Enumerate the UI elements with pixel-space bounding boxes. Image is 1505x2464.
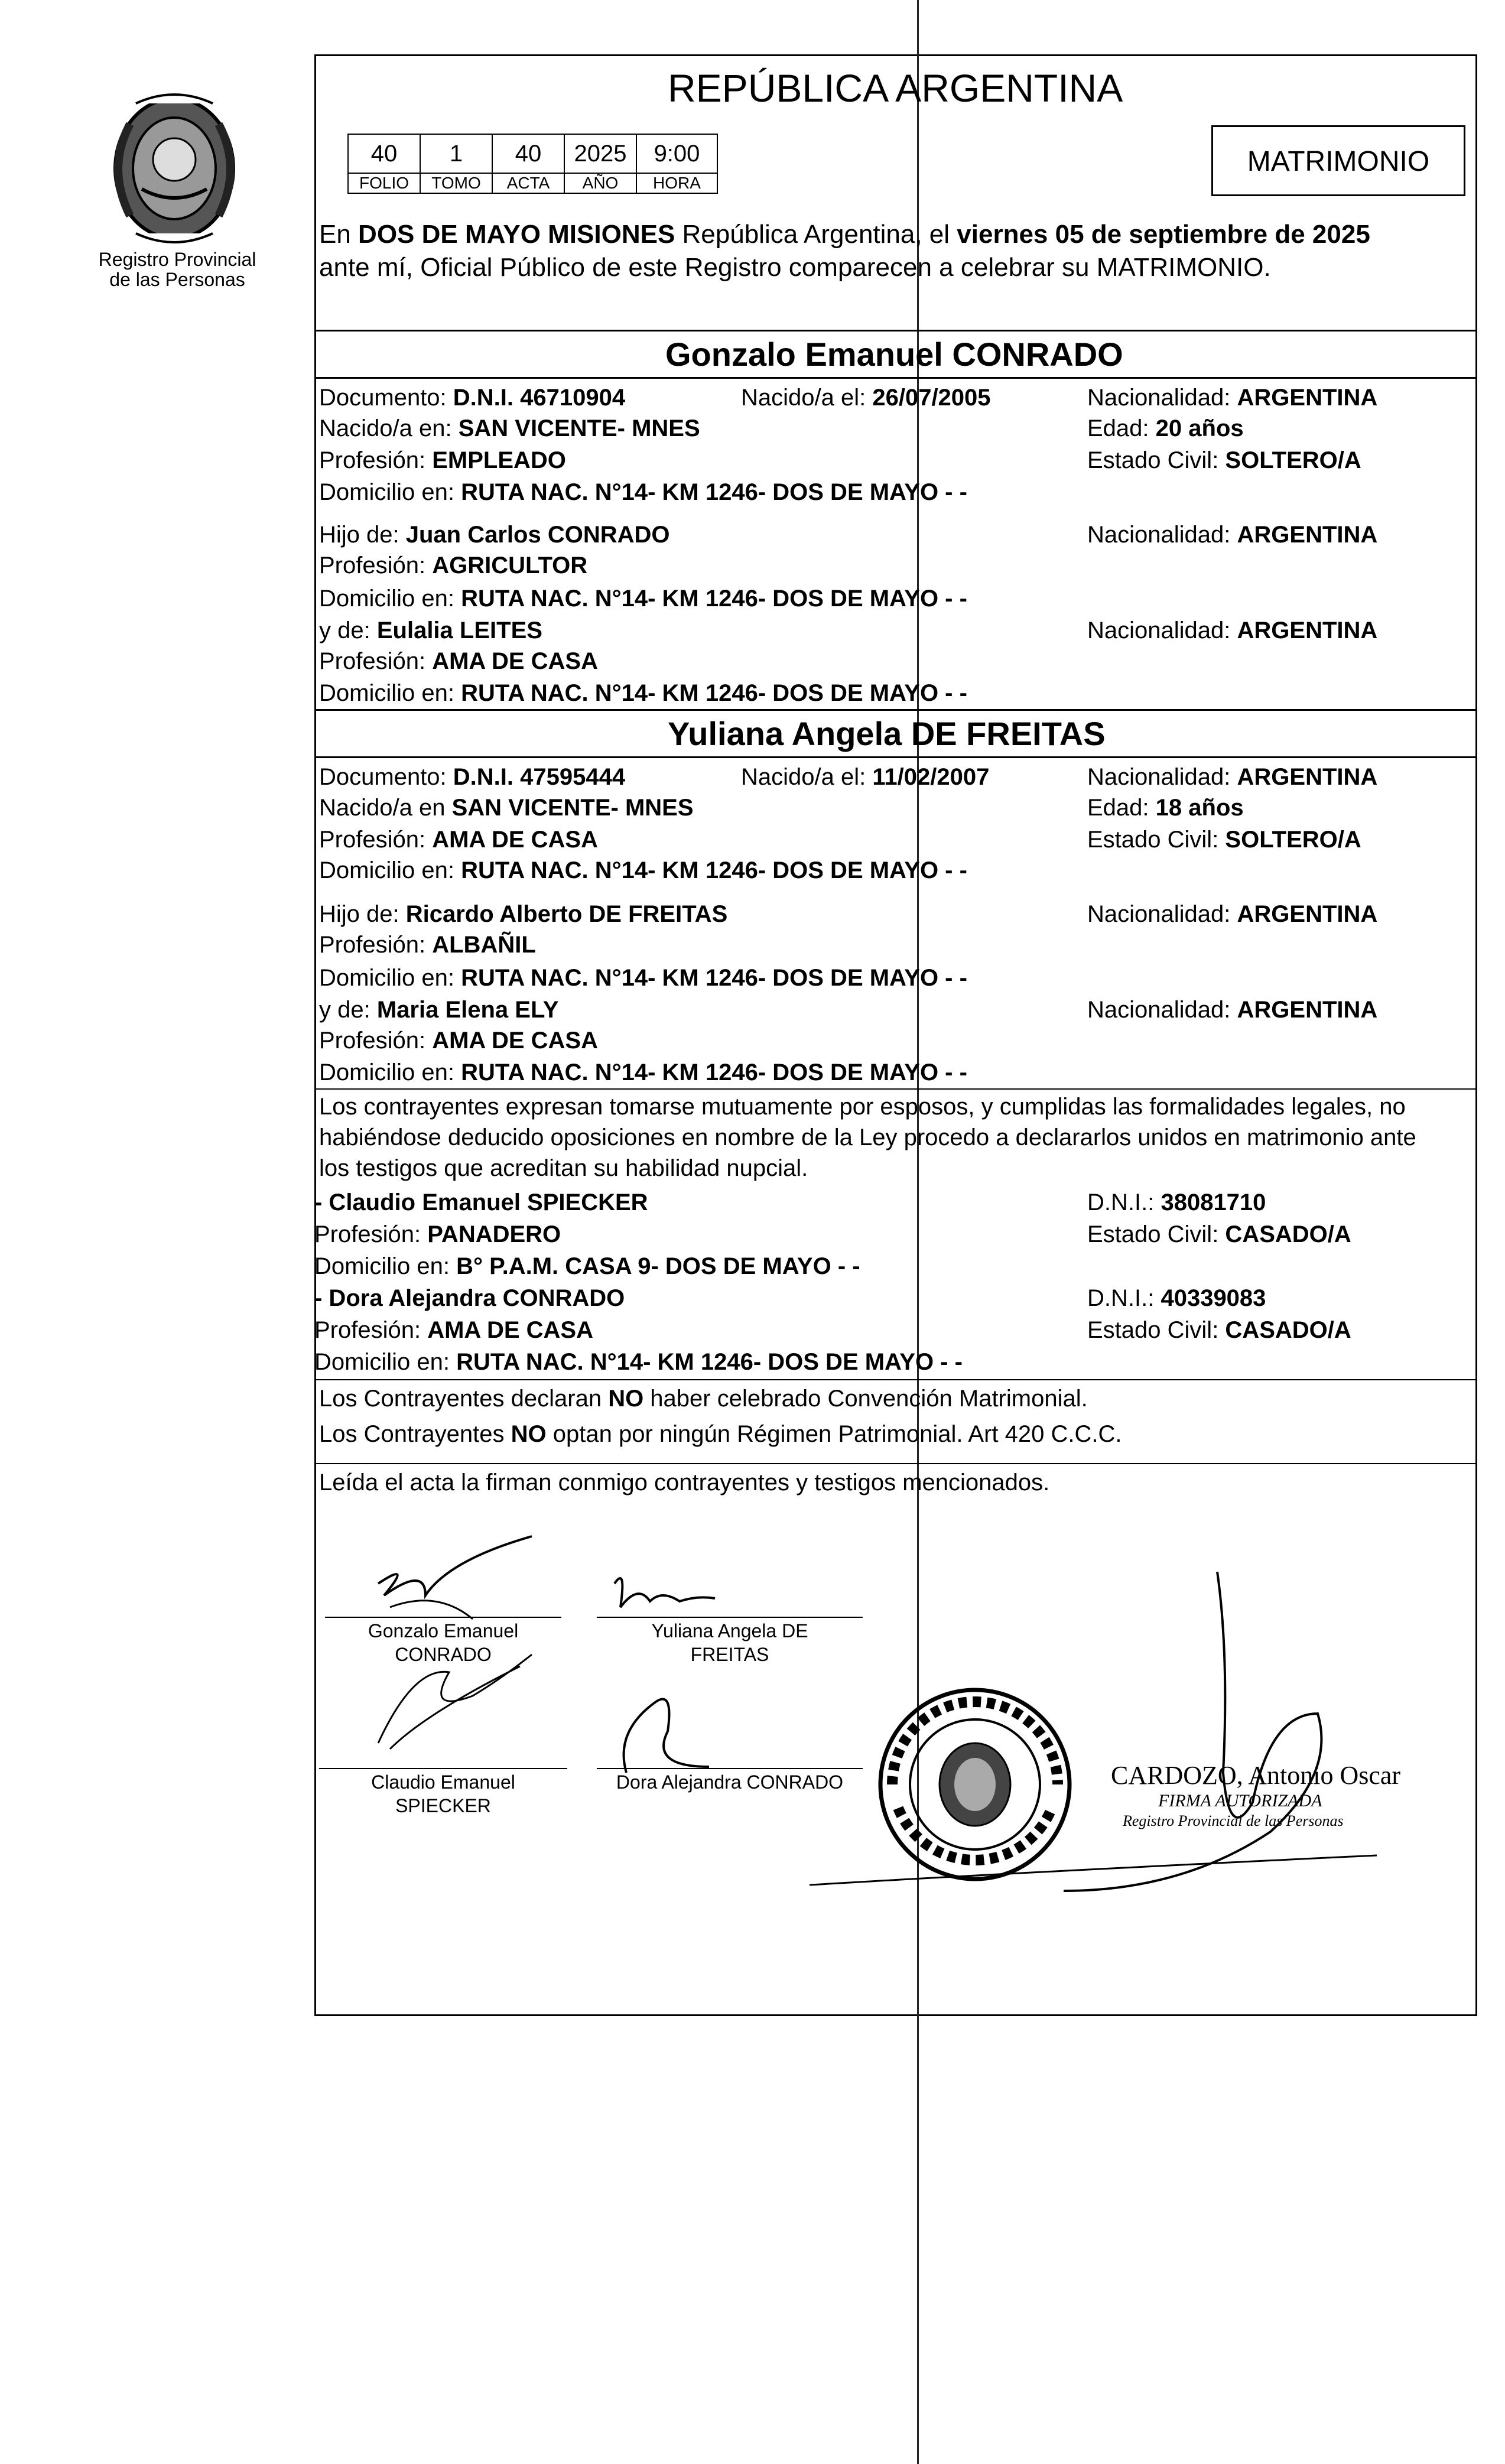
bride-father: Hijo de: Ricardo Alberto DE FREITAS	[319, 901, 728, 927]
witness1-civil: Estado Civil: CASADO/A	[1087, 1221, 1351, 1247]
bride-doc: Documento: D.N.I. 47595444	[319, 764, 626, 790]
witness2-civil: Estado Civil: CASADO/A	[1087, 1317, 1351, 1343]
declaration-line1: Los contrayentes expresan tomarse mutuamente por esposos, y cumplidas las formalidades legales, no	[319, 1094, 1406, 1120]
witness2-signature-line	[597, 1768, 863, 1769]
witness1-address: Domicilio en: B° P.A.M. CASA 9- DOS DE MAYO - -	[314, 1253, 860, 1279]
groom-mother: y de: Eulalia LEITES	[319, 617, 542, 643]
folio-value: 40	[348, 134, 420, 173]
bride-mother-nationality: Nacionalidad: ARGENTINA	[1087, 997, 1378, 1023]
bride-mother-profession: Profesión: AMA DE CASA	[319, 1028, 598, 1054]
groom-profession: Profesión: EMPLEADO	[319, 447, 566, 473]
registry-table	[347, 134, 718, 194]
declaration-line2: habiéndose deducido oposiciones en nombre de la Ley procedo a declararlos unidos en matrimonio ante	[319, 1124, 1416, 1150]
bride-birthplace: Nacido/a en SAN VICENTE- MNES	[319, 795, 694, 821]
groom-born: Nacido/a el: 26/07/2005	[741, 385, 991, 411]
official-registry: Registro Provincial de las Personas	[1123, 1812, 1344, 1829]
bride-profession: Profesión: AMA DE CASA	[319, 827, 598, 853]
bride-age: Edad: 18 años	[1087, 795, 1244, 821]
reading-statement: Leída el acta la firman conmigo contrayentes y testigos mencionados.	[319, 1470, 1050, 1496]
witness1-profession: Profesión: PANADERO	[314, 1221, 561, 1247]
bride-mother: y de: Maria Elena ELY	[319, 997, 559, 1023]
witness1-signature-caption: Claudio Emanuel SPIECKER	[371, 1771, 515, 1816]
divider	[314, 377, 1477, 379]
bride-nationality: Nacionalidad: ARGENTINA	[1087, 764, 1378, 790]
divider	[314, 330, 1477, 331]
witness1-name: - Claudio Emanuel SPIECKER	[314, 1189, 648, 1215]
witness2-name: - Dora Alejandra CONRADO	[314, 1285, 625, 1311]
divider	[314, 1379, 1477, 1380]
divider	[314, 709, 1477, 711]
hora-label: HORA	[636, 173, 717, 193]
witness1-dni: D.N.I.: 38081710	[1087, 1189, 1266, 1215]
logo-caption-line1: Registro Provincial	[98, 249, 256, 270]
intro-date: viernes 05 de septiembre de 2025	[957, 220, 1370, 249]
intro-line1: En DOS DE MAYO MISIONES República Argentina, el viernes 05 de septiembre de 2025	[319, 220, 1370, 249]
official-stamp	[1111, 1761, 1442, 1831]
groom-father-address: Domicilio en: RUTA NAC. N°14- KM 1246- DOS DE MAYO - -	[319, 586, 967, 612]
groom-mother-nationality: Nacionalidad: ARGENTINA	[1087, 617, 1378, 643]
witness2-dni: D.N.I.: 40339083	[1087, 1285, 1266, 1311]
regime-statement: Los Contrayentes NO optan por ningún Régimen Patrimonial. Art 420 C.C.C.	[319, 1421, 1122, 1447]
groom-signature-caption: Gonzalo Emanuel CONRADO	[368, 1620, 519, 1665]
acta-label: ACTA	[492, 173, 564, 193]
folio-label: FOLIO	[348, 173, 420, 193]
bride-signature-line	[597, 1617, 863, 1618]
acta-value: 40	[492, 134, 564, 173]
groom-address: Domicilio en: RUTA NAC. N°14- KM 1246- DOS DE MAYO - -	[319, 479, 967, 505]
groom-doc: Documento: D.N.I. 46710904	[319, 385, 626, 411]
groom-father: Hijo de: Juan Carlos CONRADO	[319, 522, 670, 548]
official-name: CARDOZO, Antonio Oscar	[1111, 1761, 1401, 1790]
bride-father-address: Domicilio en: RUTA NAC. N°14- KM 1246- DOS DE MAYO - -	[319, 965, 967, 991]
coat-of-arms-icon	[89, 89, 260, 248]
groom-mother-address: Domicilio en: RUTA NAC. N°14- KM 1246- DOS DE MAYO - -	[319, 680, 967, 706]
groom-father-profession: Profesión: AGRICULTOR	[319, 552, 588, 578]
witness1-signature-line	[319, 1768, 567, 1769]
convention-statement: Los Contrayentes declaran NO haber celebrado Convención Matrimonial.	[319, 1386, 1088, 1412]
intro-line2: ante mí, Oficial Público de este Registro comparecen a celebrar su MATRIMONIO.	[319, 253, 1271, 282]
registry-seal-icon	[875, 1684, 1075, 1885]
logo-caption-line2: de las Personas	[109, 269, 245, 290]
groom-name: Gonzalo Emanuel CONRADO	[665, 336, 1123, 373]
hora-value: 9:00	[636, 134, 717, 173]
groom-mother-profession: Profesión: AMA DE CASA	[319, 648, 598, 674]
witness2-profession: Profesión: AMA DE CASA	[314, 1317, 593, 1343]
witness2-address: Domicilio en: RUTA NAC. N°14- KM 1246- DOS DE MAYO - -	[314, 1349, 963, 1375]
intro-place: DOS DE MAYO MISIONES	[358, 220, 675, 249]
groom-birthplace: Nacido/a en: SAN VICENTE- MNES	[319, 415, 700, 441]
bride-born: Nacido/a el: 11/02/2007	[741, 764, 990, 790]
anio-label: AÑO	[564, 173, 636, 193]
bride-mother-address: Domicilio en: RUTA NAC. N°14- KM 1246- DOS DE MAYO - -	[319, 1059, 967, 1085]
divider	[314, 1088, 1477, 1090]
bride-name: Yuliana Angela DE FREITAS	[668, 715, 1106, 752]
groom-signature-line	[325, 1617, 561, 1618]
page-title: REPÚBLICA ARGENTINA	[668, 66, 1123, 110]
official-authorized: FIRMA AUTORIZADA	[1158, 1791, 1322, 1810]
bride-address: Domicilio en: RUTA NAC. N°14- KM 1246- DOS DE MAYO - -	[319, 857, 967, 883]
declaration-line3: los testigos que acreditan su habilidad nupcial.	[319, 1155, 808, 1181]
bride-civil-status: Estado Civil: SOLTERO/A	[1087, 827, 1361, 853]
divider	[314, 756, 1477, 758]
act-type-badge: MATRIMONIO	[1211, 125, 1465, 196]
bride-signature-caption: Yuliana Angela DE FREITAS	[651, 1620, 808, 1665]
groom-age: Edad: 20 años	[1087, 415, 1244, 441]
anio-value: 2025	[564, 134, 636, 173]
groom-civil-status: Estado Civil: SOLTERO/A	[1087, 447, 1361, 473]
logo-caption	[83, 249, 272, 290]
bride-father-nationality: Nacionalidad: ARGENTINA	[1087, 901, 1378, 927]
groom-nationality: Nacionalidad: ARGENTINA	[1087, 385, 1378, 411]
tomo-value: 1	[420, 134, 492, 173]
bride-father-profession: Profesión: ALBAÑIL	[319, 932, 536, 958]
groom-father-nationality: Nacionalidad: ARGENTINA	[1087, 522, 1378, 548]
witness2-signature-caption: Dora Alejandra CONRADO	[616, 1771, 844, 1793]
divider	[314, 1463, 1477, 1464]
province-logo	[89, 89, 260, 248]
tomo-label: TOMO	[420, 173, 492, 193]
